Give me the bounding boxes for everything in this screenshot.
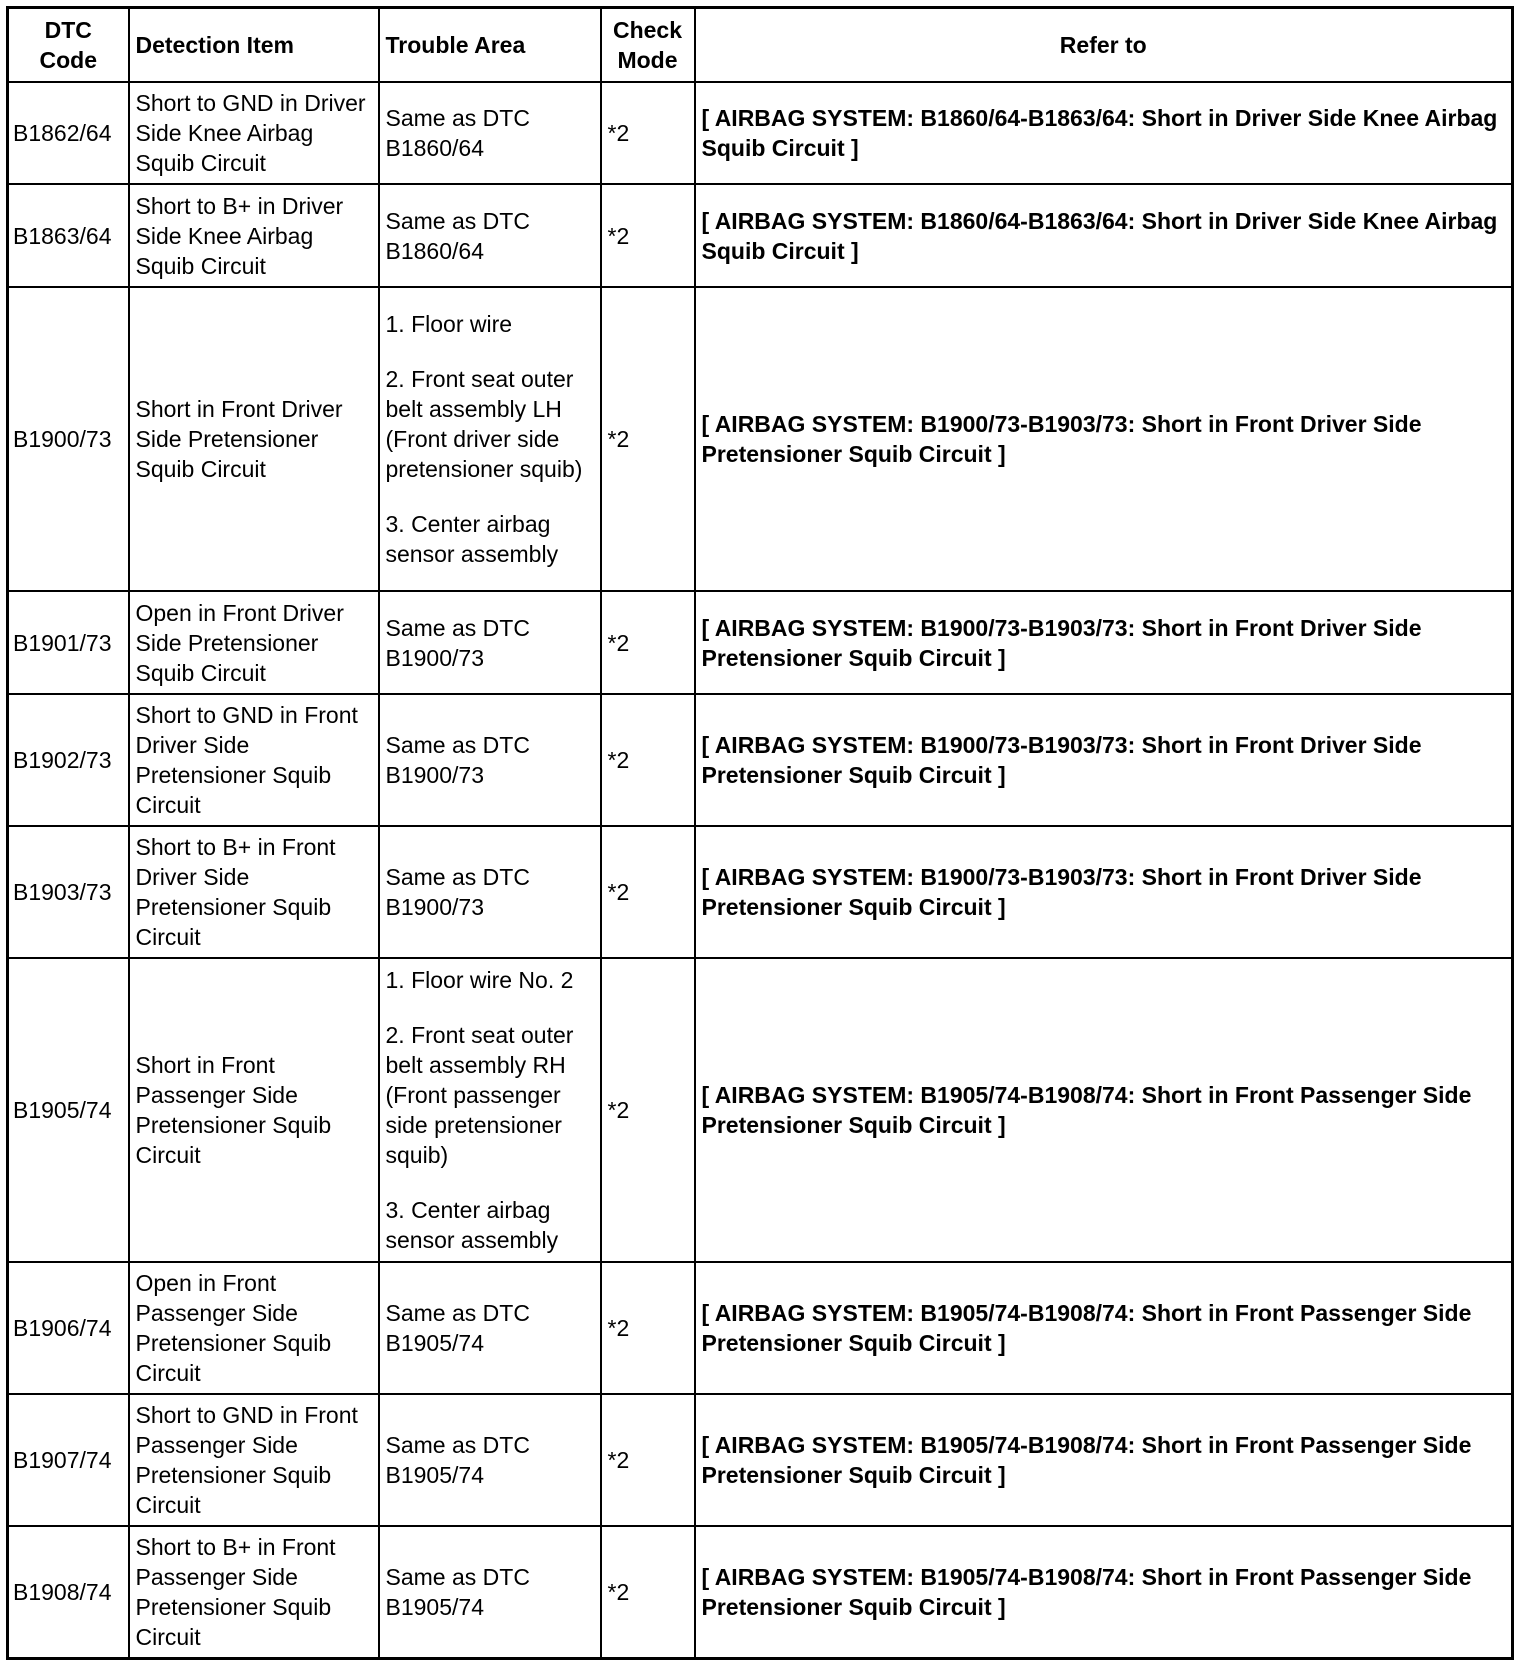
dtc-table xyxy=(6,6,1514,1660)
trouble-area-item: Same as DTC B1905/74 xyxy=(385,1563,530,1620)
header-dtc-code: DTC Code xyxy=(8,8,129,83)
detection-item-cell: Open in Front Driver Side Pretensioner Squib Circuit xyxy=(129,591,379,694)
check-mode-cell: *2 xyxy=(601,826,695,958)
trouble-area-item: Same as DTC B1905/74 xyxy=(385,1432,530,1488)
trouble-area-cell xyxy=(379,694,601,826)
trouble-area-item: 3. Center airbag sensor assembly xyxy=(385,1197,559,1253)
check-mode-cell: *2 xyxy=(601,591,695,694)
table-row xyxy=(8,958,1513,1262)
detection-item-cell: Short to B+ in Driver Side Knee Airbag Squib Circuit xyxy=(129,184,379,287)
dtc-code-cell: B1908/74 xyxy=(8,1526,129,1658)
table-row xyxy=(8,694,1513,826)
detection-item-cell: Short to B+ in Front Passenger Side Pretensioner Squib Circuit xyxy=(129,1526,379,1658)
header-row xyxy=(8,8,1513,83)
table-row xyxy=(8,1394,1513,1526)
table-row xyxy=(8,82,1513,184)
detection-item-cell: Open in Front Passenger Side Pretensioner Squib Circuit xyxy=(129,1262,379,1394)
refer-to-cell: [ AIRBAG SYSTEM: B1905/74-B1908/74: Short in Front Passenger Side Pretensioner Squib Circuit ] xyxy=(695,1262,1513,1394)
dtc-code-cell: B1906/74 xyxy=(8,1262,129,1394)
dtc-code-cell: B1901/73 xyxy=(8,591,129,694)
trouble-area-item: 1. Floor wire xyxy=(385,311,513,337)
dtc-code-cell: B1903/73 xyxy=(8,826,129,958)
refer-to-cell: [ AIRBAG SYSTEM: B1905/74-B1908/74: Short in Front Passenger Side Pretensioner Squib Circuit ] xyxy=(695,1526,1513,1658)
trouble-area-item: Same as DTC B1860/64 xyxy=(385,207,530,264)
trouble-area-item: Same as DTC B1900/73 xyxy=(385,864,530,920)
header-detection-item: Detection Item xyxy=(129,8,379,83)
trouble-area-item: 1. Floor wire No. 2 xyxy=(385,967,574,993)
table-row xyxy=(8,287,1513,591)
check-mode-cell: *2 xyxy=(601,958,695,1262)
check-mode-cell: *2 xyxy=(601,1526,695,1658)
check-mode-cell: *2 xyxy=(601,694,695,826)
detection-item-cell: Short to GND in Front Driver Side Pretensioner Squib Circuit xyxy=(129,694,379,826)
trouble-area-cell xyxy=(379,1526,601,1658)
refer-to-cell: [ AIRBAG SYSTEM: B1900/73-B1903/73: Short in Front Driver Side Pretensioner Squib Circuit ] xyxy=(695,694,1513,826)
dtc-code-cell: B1907/74 xyxy=(8,1394,129,1526)
refer-to-cell: [ AIRBAG SYSTEM: B1860/64-B1863/64: Short in Driver Side Knee Airbag Squib Circuit ] xyxy=(695,82,1513,184)
table-row xyxy=(8,1262,1513,1394)
header-trouble-area: Trouble Area xyxy=(379,8,601,83)
dtc-code-cell: B1905/74 xyxy=(8,958,129,1262)
check-mode-cell: *2 xyxy=(601,82,695,184)
refer-to-cell: [ AIRBAG SYSTEM: B1905/74-B1908/74: Short in Front Passenger Side Pretensioner Squib Circuit ] xyxy=(695,958,1513,1262)
check-mode-cell: *2 xyxy=(601,1394,695,1526)
detection-item-cell: Short to GND in Driver Side Knee Airbag Squib Circuit xyxy=(129,82,379,184)
refer-to-cell: [ AIRBAG SYSTEM: B1905/74-B1908/74: Short in Front Passenger Side Pretensioner Squib Circuit ] xyxy=(695,1394,1513,1526)
trouble-area-item: Same as DTC B1905/74 xyxy=(385,1300,530,1356)
dtc-code-cell: B1902/73 xyxy=(8,694,129,826)
detection-item-cell: Short to GND in Front Passenger Side Pretensioner Squib Circuit xyxy=(129,1394,379,1526)
trouble-area-item: 2. Front seat outer belt assembly RH (Front passenger side pretensioner squib) xyxy=(385,1022,574,1168)
header-refer-to: Refer to xyxy=(695,8,1513,83)
table-row xyxy=(8,591,1513,694)
dtc-code-cell: B1863/64 xyxy=(8,184,129,287)
trouble-area-cell xyxy=(379,184,601,287)
table-row xyxy=(8,184,1513,287)
detection-item-cell: Short in Front Passenger Side Pretensioner Squib Circuit xyxy=(129,958,379,1262)
trouble-area-cell xyxy=(379,287,601,591)
table-row xyxy=(8,826,1513,958)
header-check-mode: Check Mode xyxy=(601,8,695,83)
trouble-area-cell xyxy=(379,826,601,958)
check-mode-cell: *2 xyxy=(601,287,695,591)
detection-item-cell: Short to B+ in Front Driver Side Pretensioner Squib Circuit xyxy=(129,826,379,958)
trouble-area-cell xyxy=(379,591,601,694)
trouble-area-cell xyxy=(379,1394,601,1526)
trouble-area-item: Same as DTC B1900/73 xyxy=(385,614,530,671)
refer-to-cell: [ AIRBAG SYSTEM: B1900/73-B1903/73: Short in Front Driver Side Pretensioner Squib Circuit ] xyxy=(695,287,1513,591)
trouble-area-cell xyxy=(379,1262,601,1394)
trouble-area-cell xyxy=(379,82,601,184)
refer-to-cell: [ AIRBAG SYSTEM: B1900/73-B1903/73: Short in Front Driver Side Pretensioner Squib Circuit ] xyxy=(695,591,1513,694)
refer-to-cell: [ AIRBAG SYSTEM: B1900/73-B1903/73: Short in Front Driver Side Pretensioner Squib Circuit ] xyxy=(695,826,1513,958)
check-mode-cell: *2 xyxy=(601,1262,695,1394)
trouble-area-item: Same as DTC B1900/73 xyxy=(385,732,530,788)
trouble-area-item: 2. Front seat outer belt assembly LH (Front driver side pretensioner squib) xyxy=(385,366,583,482)
check-mode-cell: *2 xyxy=(601,184,695,287)
trouble-area-item: Same as DTC B1860/64 xyxy=(385,105,530,161)
dtc-code-cell: B1862/64 xyxy=(8,82,129,184)
trouble-area-item: 3. Center airbag sensor assembly xyxy=(385,511,559,567)
refer-to-cell: [ AIRBAG SYSTEM: B1860/64-B1863/64: Short in Driver Side Knee Airbag Squib Circuit ] xyxy=(695,184,1513,287)
trouble-area-cell xyxy=(379,958,601,1262)
dtc-code-cell: B1900/73 xyxy=(8,287,129,591)
table-row xyxy=(8,1526,1513,1658)
detection-item-cell: Short in Front Driver Side Pretensioner Squib Circuit xyxy=(129,287,379,591)
